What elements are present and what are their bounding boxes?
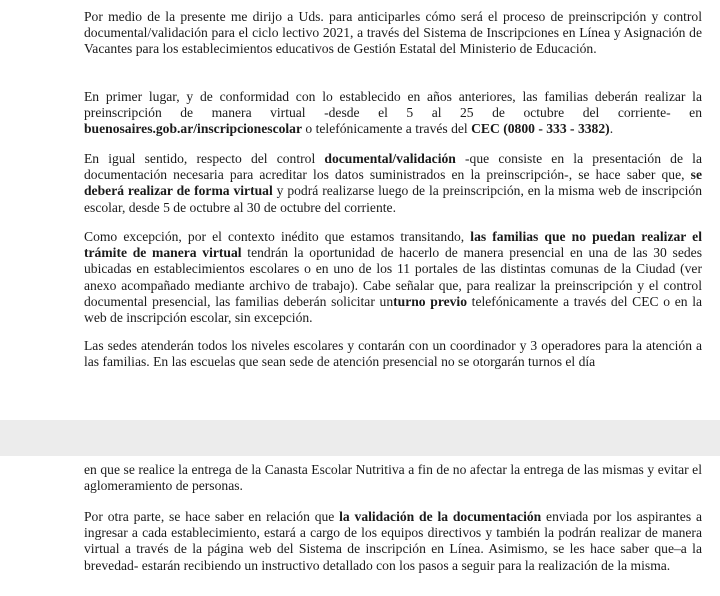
validacion-text-1: Por otra parte, se hace saber en relación que <box>84 509 340 524</box>
excepcion-text-2: tendrán la oportunidad de hacerlo de manera presencial en una de las 30 sedes ubicadas en establecimientos escolares o en uno de los 11 portales de las distintas comunas de la Ciudad (ver anexo acompañado mediante archivo de trabajo). Cabe señalar que, para realizar la preinscripción y el control documental presencial, las familias deberán solicitar un <box>84 245 703 309</box>
control-emphasis-2: se deberá realizar de forma virtual <box>84 167 702 199</box>
validacion-emphasis: la validación de la documentación <box>339 509 542 524</box>
excepcion-text-1: Como excepción, por el contexto inédito que estamos transitando, <box>84 229 471 244</box>
paragraph-canasta: en que se realice la entrega de la Canasta Escolar Nutritiva a fin de no afectar la entrega de las mismas y evitar el aglomeramiento de personas. <box>84 462 702 494</box>
document-page-2 <box>0 456 720 596</box>
cec-phone-number: CEC (0800 - 333 - 3382) <box>471 121 610 137</box>
preinscripcion-text-2: o telefónicamente a través del <box>302 121 472 137</box>
control-text-1: En igual sentido, respecto del control <box>84 151 325 166</box>
paragraph-control-documental <box>84 151 702 216</box>
paragraph-intro: Por medio de la presente me dirijo a Uds. para anticiparles cómo será el proceso de preinscripción y control documental/validación para el ciclo lectivo 2021, a través del Sistema de Inscripciones en Línea y Asignación de Vacantes para los establecimientos educativos de Gestión Estatal del Ministerio de Educación. <box>84 9 702 57</box>
preinscripcion-text-3: . <box>609 121 614 137</box>
preinscripcion-text-1: En primer lugar, y de conformidad con lo establecido en años anteriores, las familias deberán realizar la preinscripción de manera virtual -desde el 5 al 25 de octubre del corriente- en <box>84 89 702 121</box>
control-text-2: -que consiste en la presentación de la documentación necesaria para acreditar los datos suministrados en la preinscripción-, se hace saber que, <box>84 151 702 183</box>
inscription-website-link: buenosaires.gob.ar/inscripcionescolar <box>84 121 303 137</box>
excepcion-text-3: telefónicamente a través del CEC o en la web de inscripción escolar, sin excepción. <box>84 293 703 326</box>
paragraph-preinscripcion <box>84 89 702 138</box>
control-text-3: y podrá realizarse luego de la preinscripción, en la misma web de inscripción escolar, desde 5 de octubre al 30 de octubre del corriente. <box>84 183 702 215</box>
page-separator <box>0 420 720 456</box>
excepcion-emphasis-1: las familias que no puedan realizar el trámite de manera virtual <box>84 229 702 261</box>
control-emphasis-1: documental/validación <box>324 151 456 166</box>
paragraph-validacion <box>84 509 702 574</box>
paragraph-excepcion <box>84 229 702 326</box>
paragraph-sedes: Las sedes atenderán todos los niveles escolares y contarán con un coordinador y 3 operadores para la atención a las familias. En las escuelas que sean sede de atención presencial no se otorgarán turnos el día <box>84 338 702 370</box>
validacion-text-2: enviada por los aspirantes a ingresar a cada establecimiento, estará a cargo de los equipos directivos y también la podrán realizar de manera virtual a través de la página web del Sistema de inscripción en Línea. Asimismo, se les hace saber que–a la brevedad- estarán recibiendo un instructivo detallado con los pasos a seguir para la realización de la misma. <box>84 509 702 573</box>
excepcion-emphasis-2: turno previo <box>393 293 468 309</box>
